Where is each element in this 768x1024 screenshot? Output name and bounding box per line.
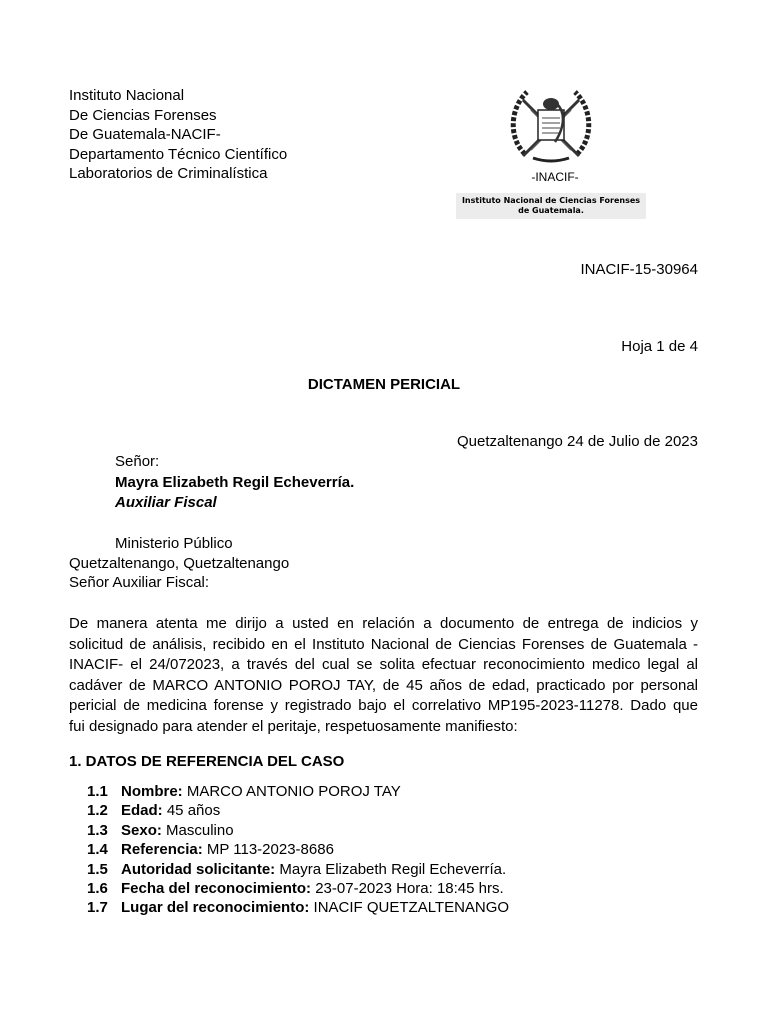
list-item	[87, 898, 509, 917]
paragraph-line: INACIF- el 24/072023, a través del cual se solita efectuar reconocimiento medico legal al	[69, 656, 698, 673]
list-item	[87, 782, 509, 801]
institution-line: Instituto Nacional	[69, 87, 185, 104]
list-item	[87, 821, 509, 840]
item-label: Edad:	[121, 802, 163, 820]
item-number: 1.4	[87, 841, 108, 859]
page-info: Hoja 1 de 4	[621, 338, 698, 355]
item-number: 1.6	[87, 879, 108, 897]
recipient-office: Ministerio Público	[115, 535, 233, 552]
paragraph-line: fui designado para atender el peritaje, respetuosamente manifiesto:	[69, 717, 518, 735]
document-title: DICTAMEN PERICIAL	[307, 376, 461, 393]
recipient-name: Mayra Elizabeth Regil Echeverría.	[115, 474, 355, 491]
recipient-location: Quetzaltenango, Quetzaltenango	[69, 554, 290, 572]
salutation: Señor:	[115, 453, 160, 470]
item-value: 23-07-2023 Hora: 18:45 hrs.	[311, 879, 504, 897]
document-reference: INACIF-15-30964	[580, 261, 698, 278]
greeting: Señor Auxiliar Fiscal:	[69, 574, 210, 591]
list-item	[87, 879, 509, 898]
item-label: Autoridad solicitante:	[121, 860, 276, 878]
logo-strip-line: de Guatemala.	[518, 206, 584, 215]
section-heading: 1. DATOS DE REFERENCIA DEL CASO	[69, 753, 345, 770]
item-label: Lugar del reconocimiento:	[121, 899, 310, 917]
logo-strip	[456, 193, 646, 219]
paragraph-line: De manera atenta me dirijo a usted en relación a documento de entrega de indicios y	[69, 615, 698, 632]
logo-caption: -INACIF-	[531, 170, 579, 184]
recipient-role: Auxiliar Fiscal	[115, 494, 217, 511]
item-value: MP 113-2023-8686	[202, 841, 334, 859]
institution-line: Laboratorios de Criminalística	[69, 165, 268, 182]
paragraph-line: solicitud de análisis, recibido en el Instituto Nacional de Ciencias Forenses de Guatemala -	[69, 635, 698, 653]
item-number: 1.5	[87, 860, 108, 878]
item-number: 1.1	[87, 783, 108, 800]
institution-line: De Guatemala-NACIF-	[69, 126, 221, 143]
place-date: Quetzaltenango 24 de Julio de 2023	[456, 433, 698, 450]
logo-strip-line: Instituto Nacional de Ciencias Forenses	[461, 196, 641, 205]
item-value: Mayra Elizabeth Regil Echeverría.	[275, 860, 507, 878]
item-value: 45 años	[162, 802, 221, 820]
item-label: Nombre:	[121, 783, 183, 800]
item-number: 1.2	[87, 802, 108, 820]
item-value: INACIF QUETZALTENANGO	[309, 899, 510, 917]
institution-line: Departamento Técnico Científico	[69, 145, 288, 163]
item-number: 1.7	[87, 899, 108, 917]
item-value: Masculino	[161, 821, 234, 839]
item-label: Referencia:	[121, 841, 203, 859]
item-number: 1.3	[87, 821, 108, 839]
list-item	[87, 801, 509, 820]
list-item	[87, 860, 509, 879]
item-label: Sexo:	[121, 821, 162, 839]
guatemala-coat-of-arms-icon	[505, 84, 597, 166]
paragraph-line: pericial de medicina forense y registrado bajo el correlativo MP195-2023-11278. Dado que	[69, 697, 698, 714]
case-reference-list	[87, 782, 509, 918]
list-item	[87, 840, 509, 859]
institution-line: De Ciencias Forenses	[69, 106, 217, 124]
item-value: MARCO ANTONIO POROJ TAY	[182, 783, 401, 800]
item-label: Fecha del reconocimiento:	[121, 879, 312, 897]
paragraph-line: cadáver de MARCO ANTONIO POROJ TAY, de 45 años de edad, practicado por personal	[69, 676, 698, 694]
body-paragraph	[69, 614, 698, 737]
